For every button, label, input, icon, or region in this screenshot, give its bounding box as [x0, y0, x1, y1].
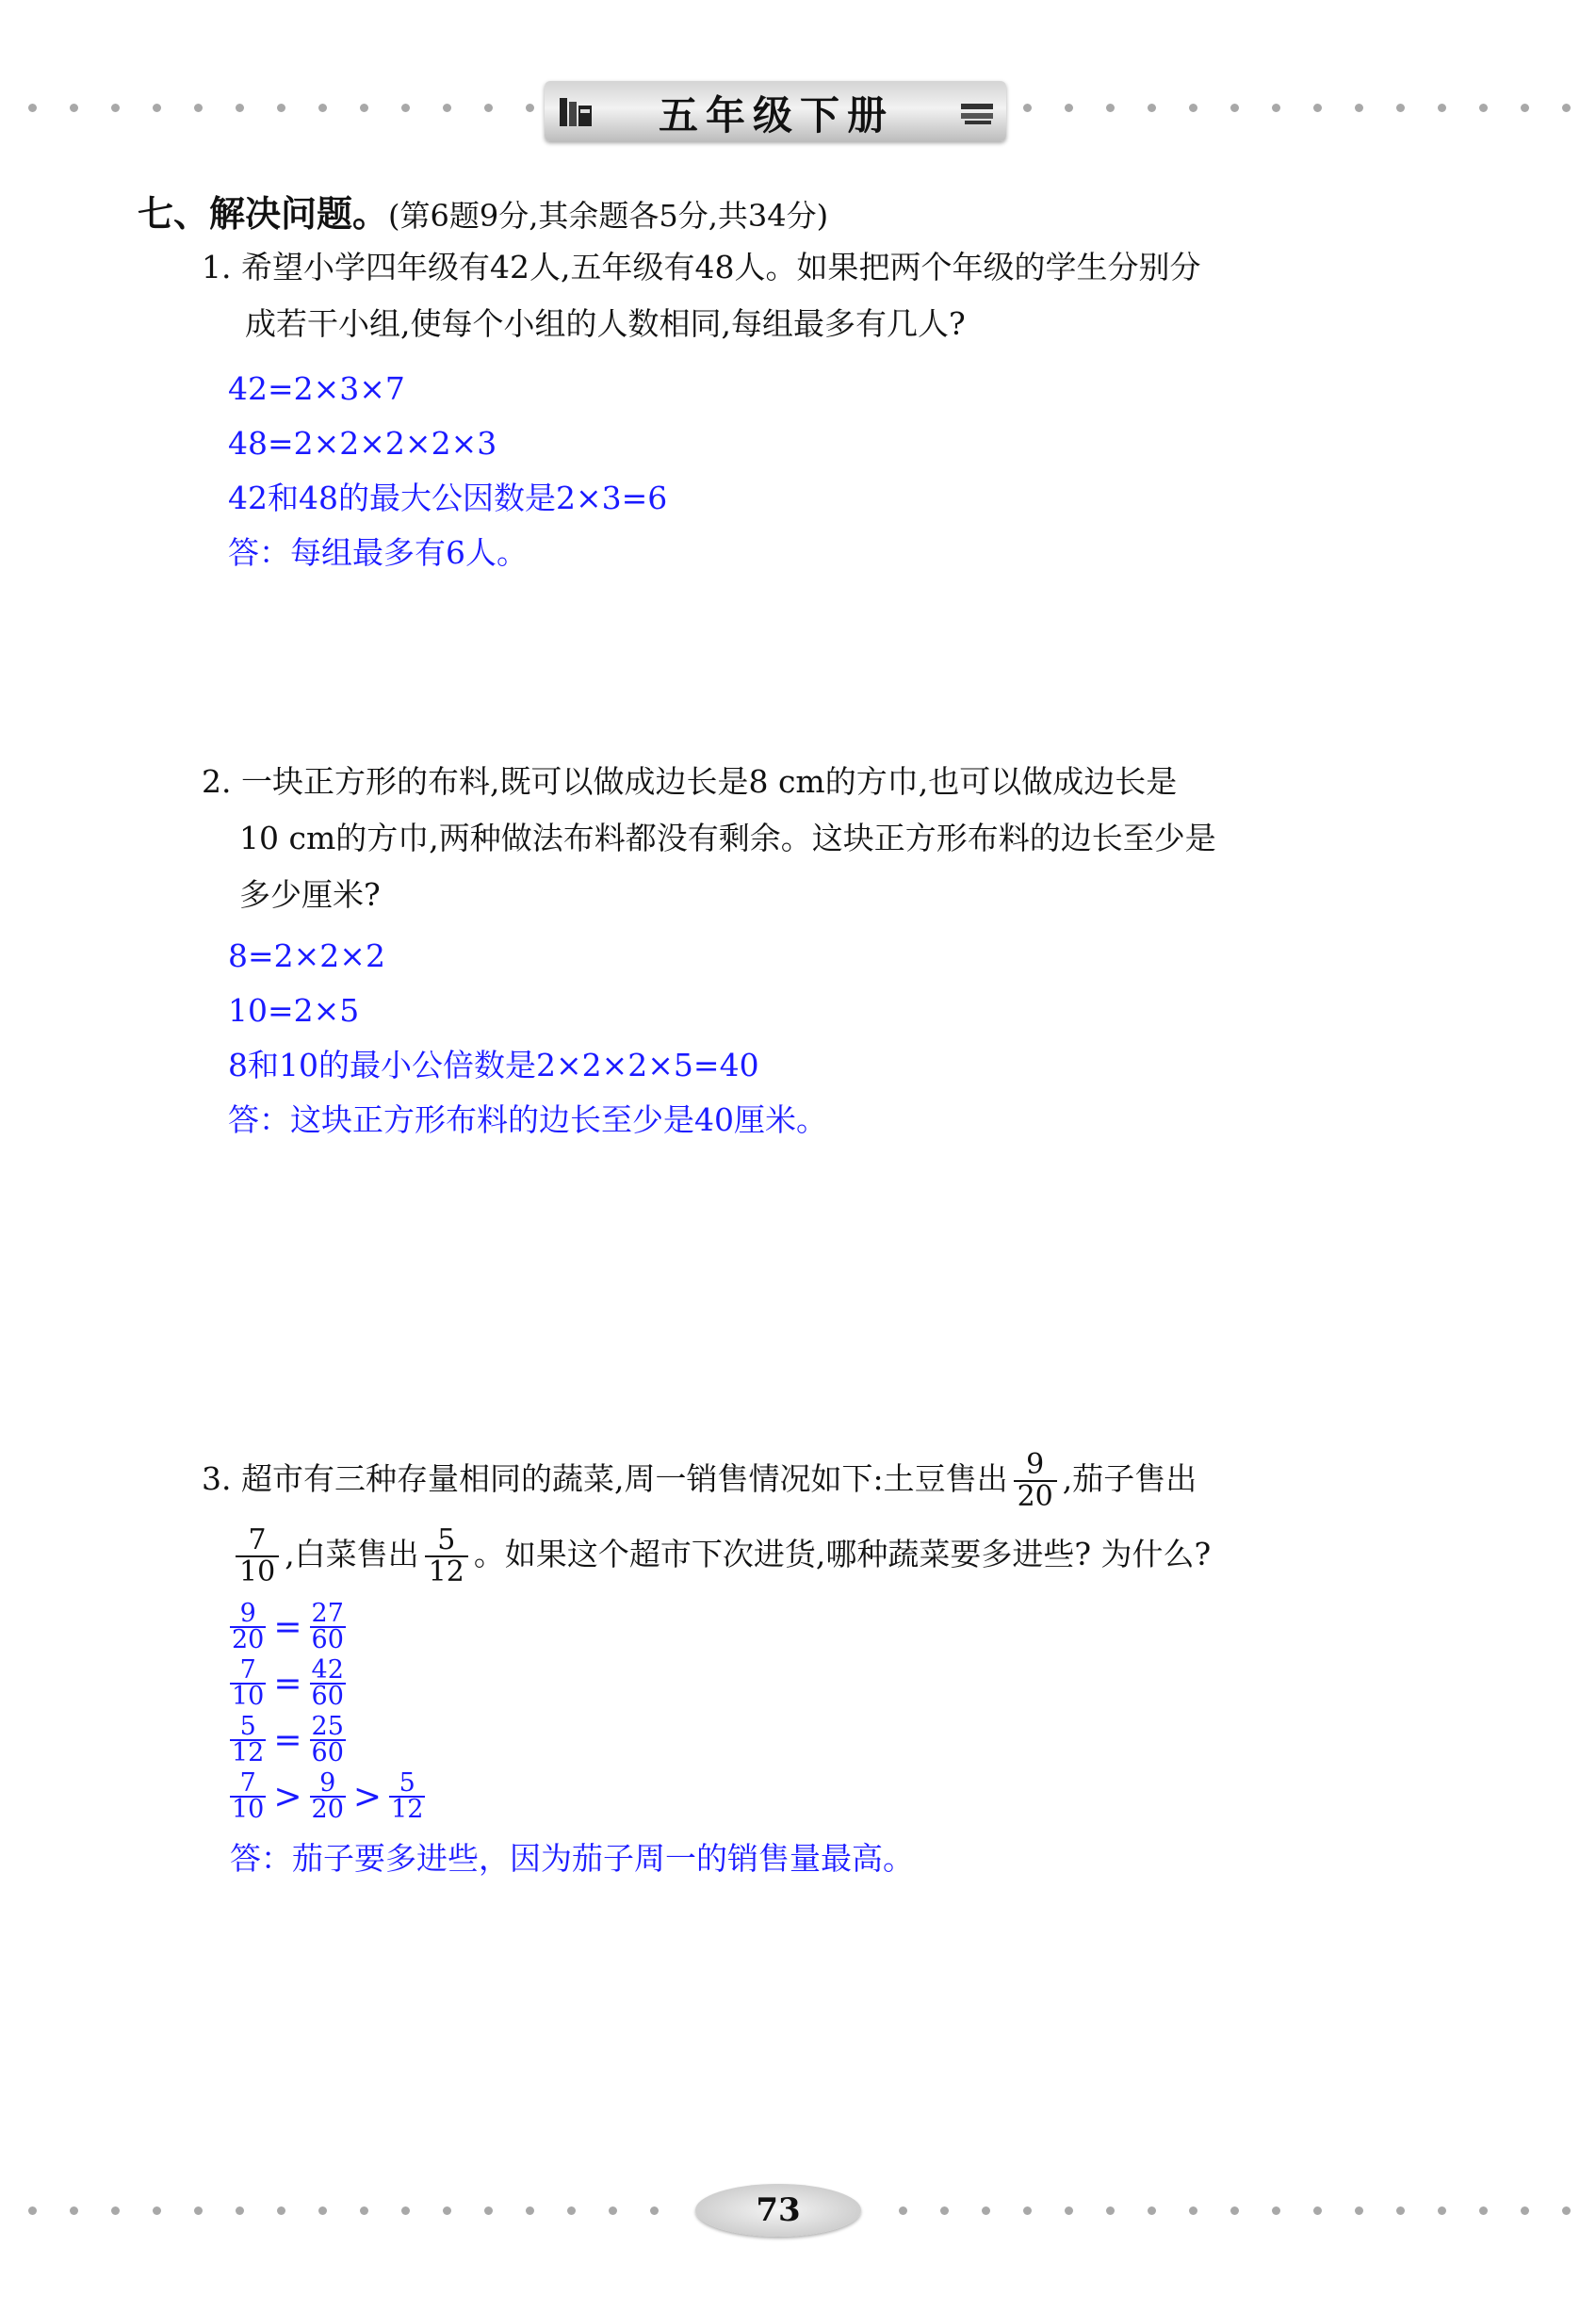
answer-line: 答：每组最多有6人。: [228, 534, 528, 571]
decorative-dot: [1023, 104, 1032, 112]
decorative-dot: [1065, 104, 1073, 112]
fraction-eggplant: $\frac{7}{10}$: [236, 1525, 279, 1587]
decorative-dot: [1106, 104, 1115, 112]
answer-line: 8=2×2×2: [228, 937, 385, 974]
equation-row: $\frac{7}{10}$ = $\frac{42}{60}$: [232, 1655, 344, 1711]
question-1-line-2: 成若干小组,使每个小组的人数相同,每组最多有几人?: [245, 305, 966, 342]
question-3-answer: [230, 1832, 914, 1886]
fraction: $\frac{42}{60}$: [311, 1655, 344, 1711]
decorative-dot: [236, 104, 244, 112]
decorative-dot: [1313, 104, 1322, 112]
decorative-dot: [1562, 104, 1571, 112]
decorative-dot: [609, 2206, 617, 2215]
decorative-dot: [443, 104, 451, 112]
fraction: $\frac{7}{10}$: [232, 1768, 265, 1824]
page-number: 73: [695, 2184, 861, 2237]
decorative-dot: [1065, 2206, 1073, 2215]
decorative-dot: [318, 104, 327, 112]
decorative-dot: [1438, 104, 1446, 112]
question-3-line-1: [202, 1441, 1211, 1517]
decorative-dot: [1479, 104, 1488, 112]
books-icon: [558, 92, 595, 130]
decorative-dot: [443, 2206, 451, 2215]
fraction: $\frac{5}{12}$: [232, 1712, 265, 1767]
answer-line: 10=2×5: [228, 992, 360, 1029]
decorative-dot: [1355, 104, 1363, 112]
answer-line: 42=2×3×7: [228, 370, 405, 407]
decorative-dot: [484, 104, 493, 112]
decorative-dot: [1396, 104, 1405, 112]
question-3-text-d: 。如果这个超市下次进货,哪种蔬菜要多进些? 为什么?: [473, 1536, 1212, 1572]
fraction: $\frac{9}{20}$: [311, 1768, 344, 1824]
section-score-note: (第6题9分,其余题各5分,共34分): [388, 198, 829, 234]
decorative-dot: [1521, 104, 1529, 112]
decorative-dot: [401, 104, 410, 112]
decorative-dot: [1562, 2206, 1571, 2215]
fraction-cabbage: $\frac{5}{12}$: [425, 1525, 468, 1587]
decorative-dot: [70, 104, 78, 112]
decorative-dot: [1313, 2206, 1322, 2215]
ruler-icon: [959, 100, 997, 126]
decorative-dot: [194, 104, 203, 112]
decorative-dot: [318, 2206, 327, 2215]
decorative-dot: [277, 104, 285, 112]
question-3-text-b: ,茄子售出: [1062, 1460, 1197, 1497]
decorative-dot: [111, 2206, 120, 2215]
question-1-answer: [228, 362, 667, 580]
equation-row: $\frac{5}{12}$ = $\frac{25}{60}$: [232, 1712, 344, 1767]
decorative-dot: [194, 2206, 203, 2215]
decorative-dot: [360, 104, 368, 112]
fraction: $\frac{27}{60}$: [311, 1599, 344, 1654]
decorative-dot: [1479, 2206, 1488, 2215]
decorative-dot: [153, 2206, 161, 2215]
decorative-dot: [1355, 2206, 1363, 2215]
question-3: [202, 1441, 1211, 1592]
decorative-dot: [28, 2206, 37, 2215]
decorative-dot: [1396, 2206, 1405, 2215]
decorative-dot: [940, 2206, 949, 2215]
question-3-text-c: ,白菜售出: [285, 1536, 419, 1572]
decorative-dot: [1148, 2206, 1156, 2215]
decorative-dot: [526, 104, 534, 112]
decorative-dot: [1272, 2206, 1280, 2215]
question-2: [202, 754, 1216, 923]
decorative-dot: [277, 2206, 285, 2215]
decorative-dot: [1438, 2206, 1446, 2215]
fraction: $\frac{25}{60}$: [311, 1712, 344, 1767]
decorative-dot: [899, 2206, 907, 2215]
decorative-dot: [1023, 2206, 1032, 2215]
decorative-dot: [1272, 104, 1280, 112]
fraction: $\frac{9}{20}$: [232, 1599, 265, 1654]
section-title: 七、解决问题。: [138, 193, 389, 235]
question-2-line-2: 10 cm的方巾,两种做法布料都没有剩余。这块正方形布料的边长至少是: [239, 820, 1216, 856]
equation-row: $\frac{9}{20}$ = $\frac{27}{60}$: [232, 1599, 344, 1654]
decorative-dot: [982, 2206, 990, 2215]
fraction-potato: $\frac{9}{20}$: [1014, 1450, 1057, 1512]
decorative-dot: [1521, 2206, 1529, 2215]
decorative-dot: [1230, 104, 1239, 112]
decorative-dot: [360, 2206, 368, 2215]
question-1-line-1: 1. 希望小学四年级有42人,五年级有48人。如果把两个年级的学生分别分: [202, 249, 1201, 285]
decorative-dot: [70, 2206, 78, 2215]
decorative-dot: [1189, 2206, 1197, 2215]
section-heading: [138, 185, 828, 236]
decorative-dot: [1189, 104, 1197, 112]
decorative-dot: [1230, 2206, 1239, 2215]
decorative-dot: [1148, 104, 1156, 112]
header-title: 五年级下册: [658, 92, 894, 138]
decorative-dot: [401, 2206, 410, 2215]
decorative-dot: [1106, 2206, 1115, 2215]
fraction: $\frac{7}{10}$: [232, 1655, 265, 1711]
comparison-row: $\frac{7}{10}$ > $\frac{9}{20}$ > $\frac{5}{12}$: [232, 1768, 424, 1824]
question-2-line-1: 2. 一块正方形的布料,既可以做成边长是8 cm的方巾,也可以做成边长是: [202, 763, 1178, 800]
decorative-dot: [28, 104, 37, 112]
question-3-text-a: 3. 超市有三种存量相同的蔬菜,周一销售情况如下:土豆售出: [202, 1460, 1008, 1497]
decorative-dot: [111, 104, 120, 112]
question-2-line-3: 多少厘米?: [239, 876, 381, 913]
answer-line: 答：茄子要多进些，因为茄子周一的销售量最高。: [230, 1840, 914, 1877]
answer-line: 答：这块正方形布料的边长至少是40厘米。: [228, 1101, 827, 1138]
answer-line: 8和10的最小公倍数是2×2×2×5=40: [228, 1047, 759, 1083]
decorative-dot: [650, 2206, 659, 2215]
decorative-dot: [567, 2206, 576, 2215]
decorative-dot: [153, 104, 161, 112]
decorative-dot: [526, 2206, 534, 2215]
question-2-answer: [228, 929, 827, 1148]
question-1: [202, 239, 1200, 352]
question-3-line-2: [230, 1517, 1211, 1592]
fraction: $\frac{5}{12}$: [391, 1768, 424, 1824]
decorative-dot: [484, 2206, 493, 2215]
header-banner: [545, 81, 1006, 141]
decorative-dot: [236, 2206, 244, 2215]
answer-line: 42和48的最大公因数是2×3=6: [228, 480, 668, 516]
answer-line: 48=2×2×2×2×3: [228, 425, 497, 462]
